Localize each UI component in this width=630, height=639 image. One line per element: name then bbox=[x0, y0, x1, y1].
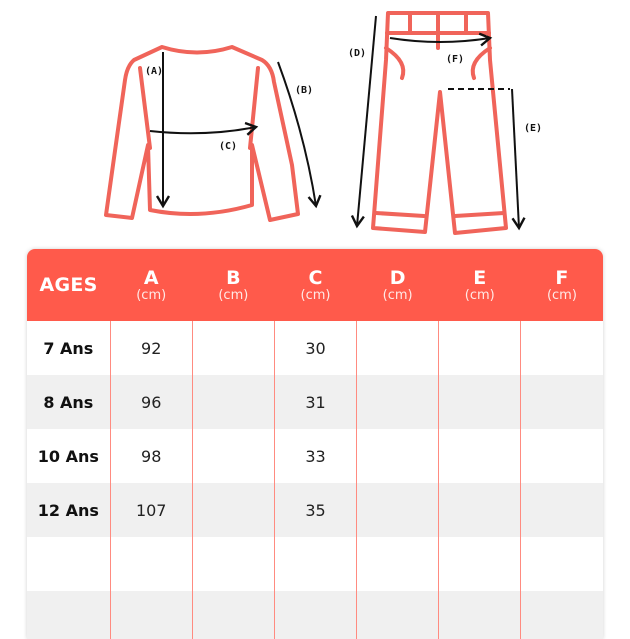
column-header-e: E (cm) bbox=[439, 249, 521, 321]
table-cell bbox=[192, 537, 274, 591]
table-cell: 107 bbox=[110, 483, 192, 537]
label-b: (B) bbox=[295, 85, 314, 96]
table-row bbox=[27, 321, 603, 375]
table-cell bbox=[439, 591, 521, 639]
table-cell bbox=[357, 483, 439, 537]
column-header-b: B (cm) bbox=[192, 249, 274, 321]
table-cell bbox=[192, 591, 274, 639]
label-a: (A) bbox=[145, 66, 164, 77]
age-cell: 7 Ans bbox=[43, 338, 94, 358]
table-cell bbox=[439, 375, 521, 429]
age-cell bbox=[27, 537, 110, 591]
table-row bbox=[27, 483, 603, 537]
table-cell bbox=[521, 321, 603, 375]
table-cell bbox=[274, 537, 356, 591]
table-cell bbox=[357, 591, 439, 639]
size-table bbox=[27, 249, 603, 639]
age-cell bbox=[27, 591, 110, 639]
label-d: (D) bbox=[348, 48, 367, 59]
column-header-f: F (cm) bbox=[521, 249, 603, 321]
table-cell bbox=[439, 483, 521, 537]
age-cell: 10 Ans bbox=[37, 446, 99, 466]
table-cell: 98 bbox=[110, 429, 192, 483]
arrow-c bbox=[150, 127, 256, 133]
table-row bbox=[27, 375, 603, 429]
table-cell bbox=[274, 591, 356, 639]
age-cell: 8 Ans bbox=[27, 375, 110, 429]
column-header-a: A (cm) bbox=[110, 249, 192, 321]
table-cell: 31 bbox=[274, 375, 356, 429]
table-row bbox=[27, 537, 603, 591]
table-cell bbox=[192, 483, 274, 537]
table-cell bbox=[357, 537, 439, 591]
column-header-d: D (cm) bbox=[357, 249, 439, 321]
label-c: (C) bbox=[219, 141, 238, 152]
table-cell: 30 bbox=[274, 321, 356, 375]
table-cell bbox=[357, 321, 439, 375]
table-cell: 92 bbox=[110, 321, 192, 375]
table-cell bbox=[521, 429, 603, 483]
table-cell bbox=[192, 429, 274, 483]
table-cell bbox=[192, 375, 274, 429]
table-cell bbox=[439, 429, 521, 483]
label-f: (F) bbox=[446, 54, 465, 65]
ages-header: AGES bbox=[27, 249, 110, 321]
table-cell: 35 bbox=[274, 483, 356, 537]
table-cell: 33 bbox=[274, 429, 356, 483]
age-cell: 12 Ans bbox=[27, 483, 110, 537]
size-table-body bbox=[27, 321, 603, 639]
table-cell bbox=[192, 321, 274, 375]
size-table-header bbox=[27, 249, 603, 321]
size-table-card bbox=[27, 249, 603, 639]
pants-icon bbox=[373, 13, 506, 233]
arrow-e bbox=[512, 89, 519, 228]
label-e: (E) bbox=[524, 123, 543, 134]
table-cell bbox=[357, 429, 439, 483]
table-cell: 96 bbox=[110, 375, 192, 429]
table-cell bbox=[521, 537, 603, 591]
table-row bbox=[27, 429, 603, 483]
table-cell bbox=[110, 591, 192, 639]
table-cell bbox=[439, 321, 521, 375]
column-header-c: C (cm) bbox=[274, 249, 356, 321]
table-cell bbox=[521, 375, 603, 429]
table-row bbox=[27, 591, 603, 639]
size-illustration bbox=[0, 0, 630, 245]
table-cell bbox=[357, 375, 439, 429]
table-cell bbox=[521, 483, 603, 537]
table-cell bbox=[439, 537, 521, 591]
table-cell bbox=[521, 591, 603, 639]
table-cell bbox=[110, 537, 192, 591]
garment-diagram bbox=[0, 0, 630, 245]
